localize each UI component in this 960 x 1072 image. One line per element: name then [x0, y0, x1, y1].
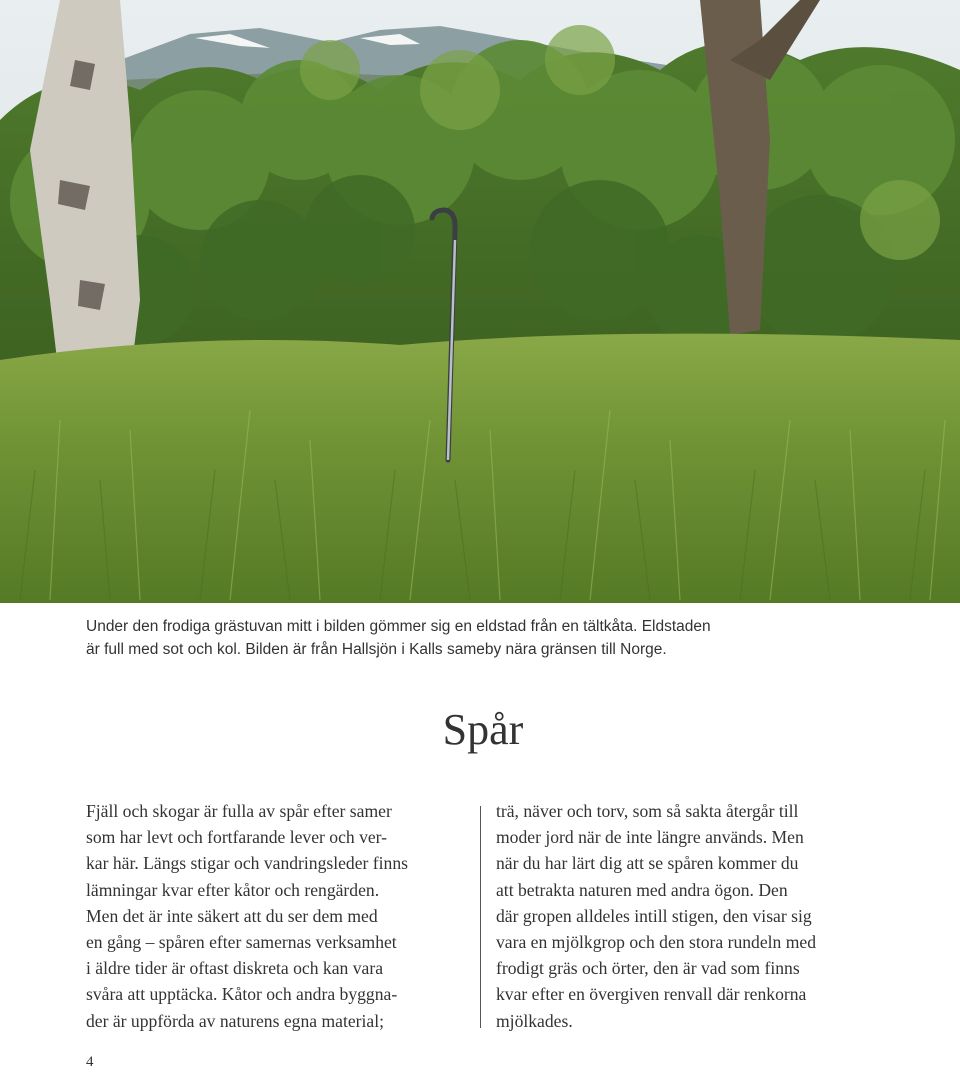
- body-line: som har levt och fortfarande lever och ver-: [86, 827, 388, 848]
- body-line: trä, näver och torv, som så sakta återgår till: [496, 801, 799, 821]
- body-column-left: [86, 798, 466, 1034]
- body-line: när du har lärt dig att se spåren kommer du: [496, 853, 799, 874]
- section-heading: Spår: [442, 705, 524, 754]
- body-line: där gropen alldeles intill stigen, den visar sig: [496, 905, 812, 926]
- body-column-right: [496, 798, 896, 1034]
- body-line: Men det är inte säkert att du ser dem med: [86, 905, 378, 926]
- column-divider: [480, 806, 481, 1028]
- body-line: att betrakta naturen med andra ögon. Den: [496, 879, 788, 900]
- caption-line: är full med sot och kol. Bilden är från Hallsjön i Kalls sameby nära gränsen till Norge.: [86, 641, 667, 658]
- caption-line: Under den frodiga grästuvan mitt i bilden gömmer sig en eldstad från en tältkåta. Eldstaden: [86, 618, 711, 635]
- body-line: Fjäll och skogar är fulla av spår efter samer: [86, 801, 392, 821]
- body-line: lämningar kvar efter kåtor och rengärden.: [86, 879, 380, 900]
- body-line: en gång – spåren efter samernas verksamhet: [86, 932, 397, 953]
- body-line: vara en mjölkgrop och den stora rundeln med: [496, 932, 817, 953]
- body-line: moder jord när de inte längre används. Men: [496, 827, 804, 848]
- body-line: svåra att upptäcka. Kåtor och andra byggna-: [86, 984, 398, 1005]
- photo-caption: [86, 615, 806, 661]
- body-line: mjölkades.: [496, 1010, 573, 1031]
- body-line: i äldre tider är oftast diskreta och kan vara: [86, 958, 384, 979]
- page-number: 4: [86, 1054, 94, 1070]
- body-line: frodigt gräs och örter, den är vad som finns: [496, 958, 800, 979]
- body-line: der är uppförda av naturens egna material;: [86, 1010, 384, 1031]
- body-line: kar här. Längs stigar och vandringsleder finns: [86, 853, 408, 874]
- body-line: kvar efter en övergiven renvall där renkorna: [496, 984, 807, 1005]
